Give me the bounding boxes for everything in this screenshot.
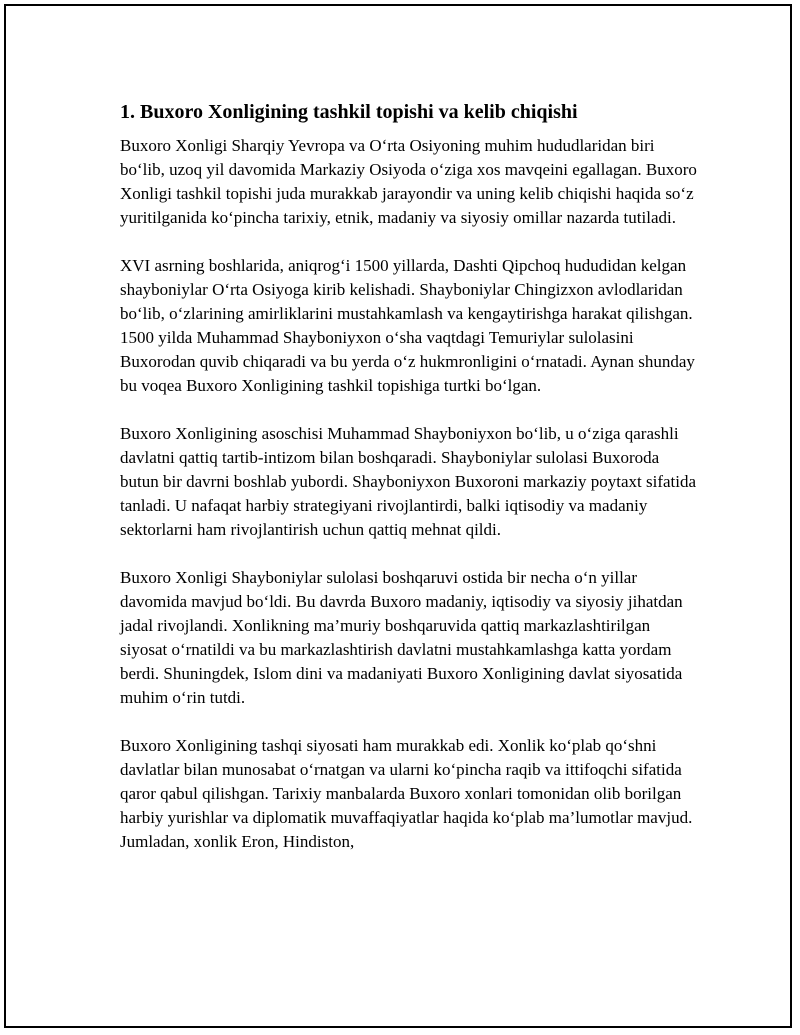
paragraph: Buxoro Xonligining tashqi siyosati ham murakkab edi. Xonlik ko‘plab qo‘shni davlatlar bilan munosabat o‘rnatgan va ularni ko‘pincha raqib va ittifoqchi sifatida qaror qabul qilishgan. Tarixiy manbalarda Buxoro xonlari tomonidan olib borilgan harbiy yurishlar va diplomatik muvaffaqiyatlar haqida ko‘plab ma’lumotlar mavjud. Jumladan, xonlik Eron, Hindiston, bbox=[120, 736, 693, 851]
paragraph: XVI asrning boshlarida, aniqrog‘i 1500 yillarda, Dashti Qipchoq hududidan kelgan shayboniylar O‘rta Osiyoga kirib kelishadi. Shayboniylar Chingizxon avlodlaridan bo‘lib, o‘zlarining amirliklarini mustahkamlash va kengaytirishga harakat qilishgan. 1500 yilda Muhammad Shayboniyxon o‘sha vaqtdagi Temuriylar sulolasini Buxorodan quvib chiqaradi va bu yerda o‘z hukmronligini o‘rnatadi. Aynan shunday bu voqea Buxoro Xonligining tashkil topishiga turtki bo‘lgan. bbox=[120, 256, 695, 395]
paragraph: Buxoro Xonligi Sharqiy Yevropa va O‘rta Osiyoning muhim hududlaridan biri bo‘lib, uzoq yil davomida Markaziy Osiyoda o‘ziga xos mavqeini egallagan. Buxoro Xonligi tashkil topishi juda murakkab jarayondir va uning kelib chiqishi haqida so‘z yuritilganida ko‘pincha tarixiy, etnik, madaniy va siyosiy omillar nazarda tutiladi. bbox=[120, 136, 697, 227]
paragraph: Buxoro Xonligi Shayboniylar sulolasi boshqaruvi ostida bir necha o‘n yillar davomida mavjud bo‘ldi. Bu davrda Buxoro madaniy, iqtisodiy va siyosiy jihatdan jadal rivojlandi. Xonlikning ma’muriy boshqaruvida qattiq markazlashtirilgan siyosat o‘rnatildi va bu markazlashtirish davlatni mustahkamlashga katta yordam berdi. Shuningdek, Islom dini va madaniyati Buxoro Xonligining davlat siyosatida muhim o‘rin tutdi. bbox=[120, 568, 683, 707]
section-heading: 1. Buxoro Xonligining tashkil topishi va kelib chiqishi bbox=[120, 101, 578, 123]
document-body bbox=[120, 98, 700, 878]
page-frame bbox=[4, 4, 792, 1028]
paragraph: Buxoro Xonligining asoschisi Muhammad Shayboniyxon bo‘lib, u o‘ziga qarashli davlatni qattiq tartib-intizom bilan boshqaradi. Shayboniylar sulolasi Buxoroda butun bir davrni boshlab yubordi. Shayboniyxon Buxoroni markaziy poytaxt sifatida tanladi. U nafaqat harbiy strategiyani rivojlantirdi, balki iqtisodiy va madaniy sektorlarni ham rivojlantirish uchun qattiq mehnat qildi. bbox=[120, 424, 697, 539]
